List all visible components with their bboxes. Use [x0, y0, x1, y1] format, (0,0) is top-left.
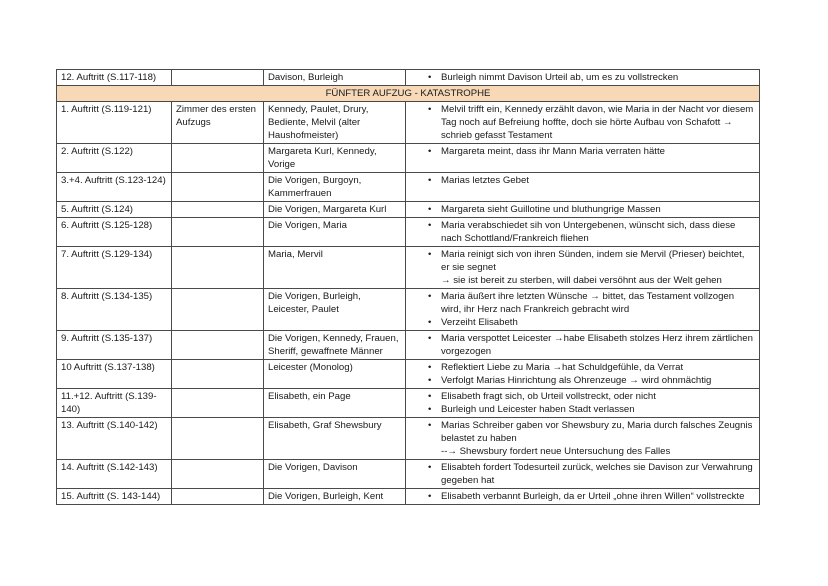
inhalt-cell: [406, 247, 760, 289]
bullet-item: • Reflektiert Liebe zu Maria →hat Schuldgefühle, da Verrat: [410, 361, 755, 374]
bullet-item: • Burleigh nimmt Davison Urteil ab, um es zu vollstrecken: [410, 71, 755, 84]
ort-cell: [172, 144, 264, 173]
table-row: [57, 418, 760, 460]
auftritt-cell: 5. Auftritt (S.124): [57, 202, 172, 218]
bullet-list: [410, 145, 755, 158]
ort-cell: [172, 218, 264, 247]
table-row: [57, 102, 760, 144]
ort-cell: Zimmer des ersten Aufzugs: [172, 102, 264, 144]
auftritt-cell: 2. Auftritt (S.122): [57, 144, 172, 173]
inhalt-cell: [406, 360, 760, 389]
personen-cell: Maria, Mervil: [264, 247, 406, 289]
bullet-list: [410, 390, 755, 416]
inhalt-cell: [406, 102, 760, 144]
ort-cell: [172, 331, 264, 360]
auftritt-cell: 11.+12. Auftritt (S.139-140): [57, 389, 172, 418]
auftritt-cell: 10 Auftritt (S.137-138): [57, 360, 172, 389]
ort-cell: [172, 70, 264, 86]
bullet-item: • Melvil trifft ein, Kennedy erzählt davon, wie Maria in der Nacht vor diesem Tag noch auf Befreiung hoffte, doch sie hörte Aufbau von Schafott → schrieb gefasst Testament: [410, 103, 755, 142]
table-row: [57, 144, 760, 173]
ort-cell: [172, 173, 264, 202]
bullet-item: • Marias Schreiber gaben vor Shewsbury zu, Maria durch falsches Zeugnis belastet zu haben --→ Shewsbury fordert neue Untersuchung des Falles: [410, 419, 755, 458]
auftritt-cell: 9. Auftritt (S.135-137): [57, 331, 172, 360]
bullet-item: • Verfolgt Marias Hinrichtung als Ohrenzeuge → wird ohnmächtig: [410, 374, 755, 387]
inhalt-cell: [406, 70, 760, 86]
bullet-list: [410, 103, 755, 142]
table-row: [57, 70, 760, 86]
personen-cell: Elisabeth, Graf Shewsbury: [264, 418, 406, 460]
auftritt-cell: 14. Auftritt (S.142-143): [57, 460, 172, 489]
bullet-item: • Maria äußert ihre letzten Wünsche → bittet, das Testament vollzogen wird, ihr Herz nach Frankreich gebracht wird: [410, 290, 755, 316]
ort-cell: [172, 202, 264, 218]
bullet-item: • Burleigh und Leicester haben Stadt verlassen: [410, 403, 755, 416]
bullet-item: • Elisabeth verbannt Burleigh, da er Urteil „ohne ihren Willen“ vollstreckte: [410, 490, 755, 503]
bullet-list: [410, 174, 755, 187]
table-row: [57, 218, 760, 247]
personen-cell: Kennedy, Paulet, Drury, Bediente, Melvil (alter Haushofmeister): [264, 102, 406, 144]
table-row: [57, 202, 760, 218]
section-title: FÜNFTER AUFZUG - KATASTROPHE: [57, 86, 760, 102]
bullet-list: [410, 490, 755, 503]
bullet-list: [410, 203, 755, 216]
table-row: [57, 289, 760, 331]
auftritt-cell: 6. Auftritt (S.125-128): [57, 218, 172, 247]
personen-cell: Elisabeth, ein Page: [264, 389, 406, 418]
personen-cell: Die Vorigen, Burleigh, Kent: [264, 489, 406, 505]
auftritt-cell: 7. Auftritt (S.129-134): [57, 247, 172, 289]
personen-cell: Leicester (Monolog): [264, 360, 406, 389]
table-row: [57, 360, 760, 389]
bullet-item: • Marias letztes Gebet: [410, 174, 755, 187]
bullet-item: • Maria reinigt sich von ihren Sünden, indem sie Mervil (Prieser) beichtet, er sie segnet → sie ist bereit zu sterben, will dabei versöhnt aus der Welt gehen: [410, 248, 755, 287]
bullet-list: [410, 332, 755, 358]
bullet-item: • Maria verspottet Leicester →habe Elisabeth stolzes Herz ihrem zärtlichen vorgezogen: [410, 332, 755, 358]
table-row: [57, 460, 760, 489]
inhalt-cell: [406, 460, 760, 489]
personen-cell: Davison, Burleigh: [264, 70, 406, 86]
inhalt-cell: [406, 173, 760, 202]
personen-cell: Die Vorigen, Kennedy, Frauen, Sheriff, gewaffnete Männer: [264, 331, 406, 360]
personen-cell: Die Vorigen, Maria: [264, 218, 406, 247]
personen-cell: Margareta Kurl, Kennedy, Vorige: [264, 144, 406, 173]
ort-cell: [172, 418, 264, 460]
auftritt-cell: 15. Auftritt (S. 143-144): [57, 489, 172, 505]
auftritt-cell: 8. Auftritt (S.134-135): [57, 289, 172, 331]
table-row: [57, 389, 760, 418]
table-row: [57, 173, 760, 202]
bullet-list: [410, 248, 755, 287]
bullet-list: [410, 219, 755, 245]
personen-cell: Die Vorigen, Margareta Kurl: [264, 202, 406, 218]
inhalt-cell: [406, 418, 760, 460]
table-row: [57, 331, 760, 360]
section-header-row: [57, 86, 760, 102]
bullet-item: • Elisabeth fragt sich, ob Urteil vollstreckt, oder nicht: [410, 390, 755, 403]
bullet-list: [410, 461, 755, 487]
inhalt-cell: [406, 389, 760, 418]
ort-cell: [172, 247, 264, 289]
scene-table: [56, 69, 760, 505]
inhalt-cell: [406, 218, 760, 247]
bullet-item: • Elisabteh fordert Todesurteil zurück, welches sie Davison zur Verwahrung gegeben hat: [410, 461, 755, 487]
bullet-item: • Margareta sieht Guillotine und bluthungrige Massen: [410, 203, 755, 216]
bullet-list: [410, 290, 755, 329]
personen-cell: Die Vorigen, Burleigh, Leicester, Paulet: [264, 289, 406, 331]
auftritt-cell: 1. Auftritt (S.119-121): [57, 102, 172, 144]
bullet-item: • Verzeiht Elisabeth: [410, 316, 755, 329]
inhalt-cell: [406, 489, 760, 505]
bullet-list: [410, 361, 755, 387]
auftritt-cell: 12. Auftritt (S.117-118): [57, 70, 172, 86]
bullet-item: • Maria verabschiedet sih von Untergebenen, wünscht sich, dass diese nach Schottland/Frankreich fliehen: [410, 219, 755, 245]
ort-cell: [172, 489, 264, 505]
inhalt-cell: [406, 289, 760, 331]
inhalt-cell: [406, 144, 760, 173]
inhalt-cell: [406, 331, 760, 360]
ort-cell: [172, 360, 264, 389]
table-row: [57, 489, 760, 505]
inhalt-cell: [406, 202, 760, 218]
bullet-item: • Margareta meint, dass ihr Mann Maria verraten hätte: [410, 145, 755, 158]
auftritt-cell: 3.+4. Auftritt (S.123-124): [57, 173, 172, 202]
table-row: [57, 247, 760, 289]
personen-cell: Die Vorigen, Burgoyn, Kammerfrauen: [264, 173, 406, 202]
auftritt-cell: 13. Auftritt (S.140-142): [57, 418, 172, 460]
personen-cell: Die Vorigen, Davison: [264, 460, 406, 489]
ort-cell: [172, 289, 264, 331]
bullet-list: [410, 419, 755, 458]
ort-cell: [172, 389, 264, 418]
ort-cell: [172, 460, 264, 489]
